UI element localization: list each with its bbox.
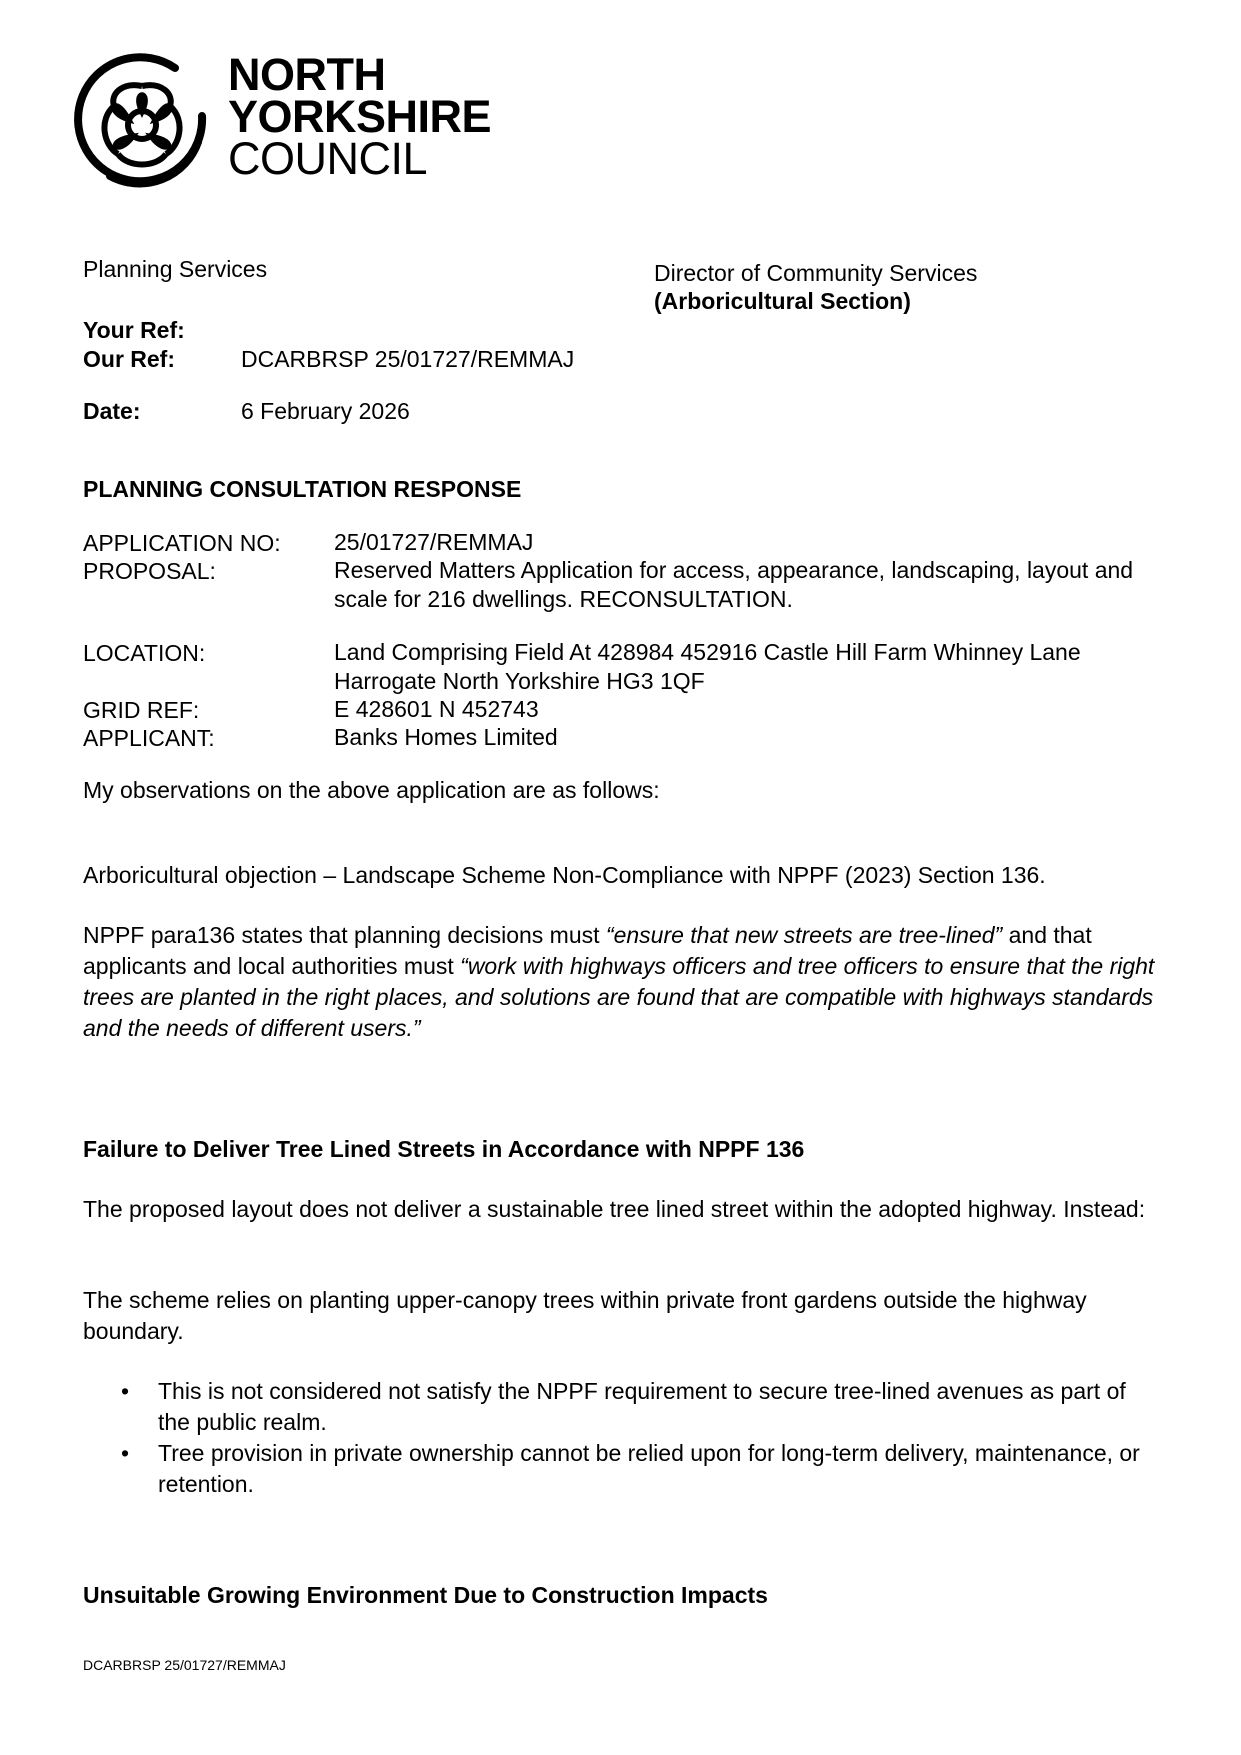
bullet-icon: • — [121, 1440, 130, 1466]
layout-paragraph: The proposed layout does not deliver a sustainable tree lined street within the adopted highway. Instead: — [83, 1196, 1146, 1222]
scheme-paragraph: The scheme relies on planting upper-canopy trees within private front gardens outside the highway boundary. — [83, 1287, 1087, 1344]
council-logo — [70, 50, 510, 200]
director-line: Director of Community Services — [654, 260, 978, 286]
date-label: Date: — [83, 398, 141, 424]
heading-growing-environment: Unsuitable Growing Environment Due to Construction Impacts — [83, 1582, 768, 1608]
department: Planning Services — [83, 256, 268, 282]
application-no-value: 25/01727/REMMAJ — [334, 529, 534, 555]
bullet-text: This is not considered not satisfy the NPPF requirement to secure tree-lined avenues as part of the public realm. — [158, 1378, 1126, 1435]
nppf-text-1: NPPF para136 states that planning decisions must — [83, 922, 606, 948]
intro-text: My observations on the above application are as follows: — [83, 777, 660, 803]
bullet-icon: • — [121, 1378, 130, 1404]
proposal-label: PROPOSAL: — [83, 558, 216, 584]
date-value: 6 February 2026 — [241, 398, 410, 424]
list-item — [83, 1438, 1163, 1500]
nppf-paragraph — [83, 920, 1163, 1044]
application-no-label: APPLICATION NO: — [83, 530, 281, 556]
nppf-text-2: and that applicants and local authorities must — [83, 922, 1092, 979]
footer-reference: DCARBRSP 25/01727/REMMAJ — [83, 1657, 286, 1673]
applicant-label: APPLICANT: — [83, 725, 215, 751]
section-line: (Arboricultural Section) — [654, 288, 911, 314]
location-label: LOCATION: — [83, 640, 206, 666]
our-ref-value: DCARBRSP 25/01727/REMMAJ — [241, 346, 575, 372]
nppf-quote-2: “work with highways officers and tree officers to ensure that the right trees are planted in the right places, and solutions are found that are compatible with highways standards and the needs of different users.” — [83, 953, 1155, 1041]
proposal-value: Reserved Matters Application for access, appearance, landscaping, layout and scale for 216 dwellings. RECONSULTATION. — [334, 557, 1134, 612]
page-title: PLANNING CONSULTATION RESPONSE — [83, 476, 522, 502]
logo-line-yorkshire: YORKSHIRE — [228, 91, 492, 142]
grid-ref-label: GRID REF: — [83, 697, 200, 723]
nppf-quote-1: “ensure that new streets are tree-lined” — [605, 922, 1003, 948]
logo-line-north: NORTH — [228, 49, 386, 100]
objection-text: Arboricultural objection – Landscape Scheme Non-Compliance with NPPF (2023) Section 136. — [83, 862, 1046, 888]
location-value: Land Comprising Field At 428984 452916 Castle Hill Farm Whinney Lane Harrogate North Yorkshire HG3 1QF — [334, 639, 1081, 694]
your-ref-label: Your Ref: — [83, 317, 185, 343]
objection-bullets — [83, 1376, 1163, 1500]
rose-emblem-icon — [70, 50, 215, 200]
applicant-value: Banks Homes Limited — [334, 724, 558, 750]
heading-tree-lined-streets: Failure to Deliver Tree Lined Streets in Accordance with NPPF 136 — [83, 1136, 805, 1162]
our-ref-label: Our Ref: — [83, 346, 175, 372]
grid-ref-value: E 428601 N 452743 — [334, 696, 539, 722]
list-item — [83, 1376, 1163, 1438]
bullet-text: Tree provision in private ownership cannot be relied upon for long-term delivery, maintenance, or retention. — [158, 1440, 1140, 1497]
logo-line-council: COUNCIL — [228, 133, 428, 184]
council-name — [228, 49, 492, 184]
